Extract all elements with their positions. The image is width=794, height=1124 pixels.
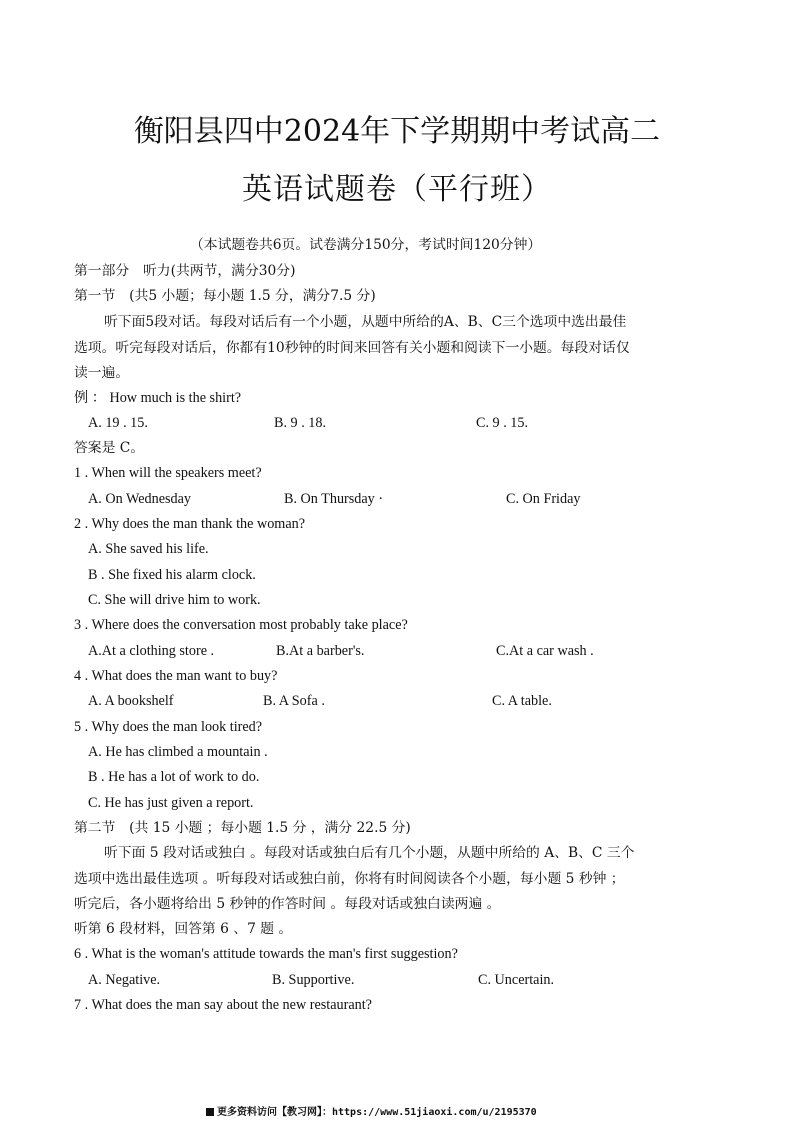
question-3-option-a: A.At a clothing store . (88, 643, 215, 659)
example-option-c: C. 9 . 15. (476, 415, 529, 431)
section2-instruction-line: 选项中选出最佳选项 。听每段对话或独白前，你将有时间阅读各个小题，每小题 5 秒钟 ； (74, 871, 625, 887)
question-5: 5 . Why does the man look tired? (74, 719, 263, 735)
question-4-option-a: A. A bookshelf (88, 693, 174, 709)
question-6: 6 . What is the woman's attitude towards the man's first suggestion? (74, 946, 458, 962)
question-5-option-b: B . He has a lot of work to do. (88, 769, 260, 785)
question-5-option-a: A. He has climbed a mountain . (88, 744, 268, 760)
example-question: 例 ： How much is the shirt? (74, 390, 242, 406)
example-option-a: A. 19 . 15. (88, 415, 148, 431)
question-4: 4 . What does the man want to buy? (74, 668, 278, 684)
question-2-option-b: B . She fixed his alarm clock. (88, 567, 256, 583)
question-1-option-a: A. On Wednesday (88, 491, 192, 507)
section2-instruction-line: 听下面 5 段对话或独白 。每段对话或独白后有几个小题，从题中所给的 A、B、C 三个 (104, 845, 635, 861)
question-7: 7 . What does the man say about the new restaurant? (74, 997, 372, 1013)
footer-link[interactable] (206, 1106, 537, 1120)
question-1: 1 . When will the speakers meet? (74, 465, 262, 481)
section2-heading: 第二节 (共 15 小题 ；每小题 1.5 分 ，满分 22.5 分) (74, 820, 411, 836)
section1-heading: 第一节 (共5 小题；每小题 1.5 分，满分7.5 分) (74, 288, 376, 304)
question-2-option-c: C. She will drive him to work. (88, 592, 261, 608)
question-4-option-c: C. A table. (492, 693, 552, 709)
question-1-option-b: B. On Thursday · (284, 491, 384, 507)
part1-heading: 第一部分 听力(共两节，满分30分) (74, 263, 296, 279)
question-3-option-b: B.At a barber's. (276, 643, 365, 659)
exam-title-line1: 衡阳县四中2024年下学期期中考试高二 (133, 114, 661, 149)
exam-note: （本试题卷共6页。试卷满分150分，考试时间120分钟） (190, 237, 542, 253)
question-6-option-a: A. Negative. (88, 972, 161, 988)
example-answer: 答案是 C。 (74, 440, 145, 456)
example-option-b: B. 9 . 18. (274, 415, 327, 431)
question-1-option-c: C. On Friday (506, 491, 581, 507)
question-4-option-b: B. A Sofa . (263, 693, 325, 709)
question-3-option-c: C.At a car wash . (496, 643, 594, 659)
section2-instruction-line: 听完后，各小题将给出 5 秒钟的作答时间 。每段对话或独白读两遍 。 (74, 896, 501, 912)
question-6-option-c: C. Uncertain. (478, 972, 555, 988)
section1-instruction-line: 听下面5段对话。每段对话后有一个小题，从题中所给的A、B、C三个选项中选出最佳 (104, 314, 627, 330)
section2-material-note: 听第 6 段材料，回答第 6 、7 题 。 (74, 921, 293, 937)
section1-instruction-line: 读一遍。 (74, 365, 130, 381)
section1-instruction-line: 选项。听完每段对话后，你都有10秒钟的时间来回答有关小题和阅读下一小题。每段对话仅 (74, 340, 630, 356)
footer-text: 更多资料访问【教习网】：https://www.51jiaoxi.com/u/2195370 (217, 1107, 537, 1118)
question-3: 3 . Where does the conversation most probably take place? (74, 617, 408, 633)
flag-icon (206, 1108, 214, 1116)
question-5-option-c: C. He has just given a report. (88, 795, 254, 811)
question-6-option-b: B. Supportive. (272, 972, 355, 988)
question-2-option-a: A. She saved his life. (88, 541, 209, 557)
exam-title-line2: 英语试题卷（平行班） (242, 172, 552, 207)
question-2: 2 . Why does the man thank the woman? (74, 516, 306, 532)
